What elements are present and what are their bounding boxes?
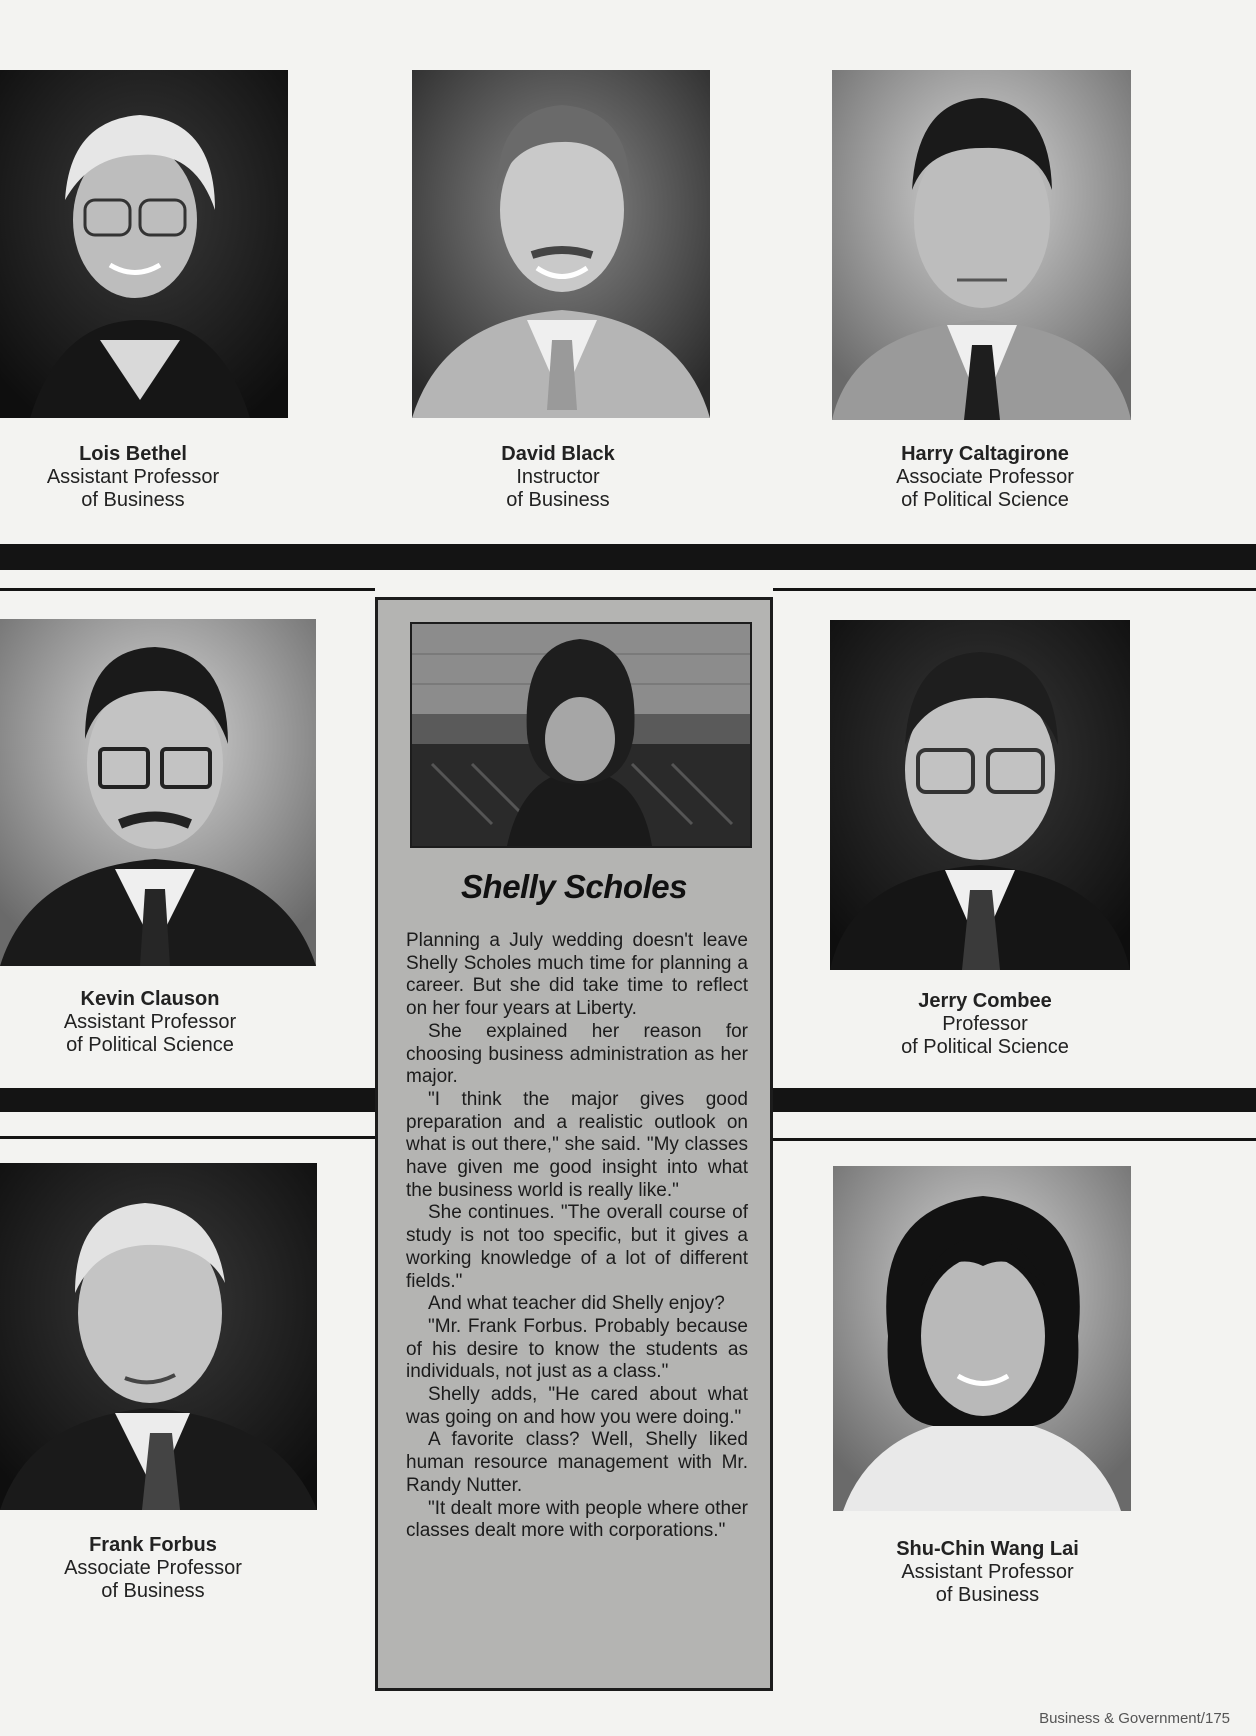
faculty-name: David Black (501, 443, 615, 465)
sidebar-title: Shelly Scholes (461, 868, 687, 905)
article-paragraph: And what teacher did Shelly enjoy? (428, 1293, 725, 1315)
faculty-dept: of Business (81, 489, 185, 511)
faculty-title: Assistant Professor (901, 1561, 1074, 1583)
faculty-name: Harry Caltagirone (901, 443, 1069, 465)
divider-rule (0, 1136, 375, 1139)
caption-david-black (443, 443, 673, 512)
faculty-name: Shu-Chin Wang Lai (896, 1538, 1079, 1560)
faculty-dept: of Political Science (901, 1036, 1069, 1058)
faculty-dept: of Business (101, 1580, 205, 1602)
photo-lois-bethel (0, 70, 288, 418)
page-folio: Business & Government/175 (1039, 1710, 1230, 1727)
student-feature-sidebar (375, 597, 773, 1691)
article-paragraph: She explained her reason for choosing business administration as her major. (406, 1020, 748, 1088)
article-paragraph: "Mr. Frank Forbus. Probably because of his desire to know the students as individuals, not just as a class." (406, 1315, 748, 1383)
faculty-dept: of Political Science (66, 1034, 234, 1056)
article-paragraph: A favorite class? Well, Shelly liked human resource management with Mr. Randy Nutter. (406, 1429, 748, 1496)
caption-shu-chin-wang-lai (860, 1538, 1115, 1607)
divider-rule (773, 1138, 1256, 1141)
faculty-title: Professor (942, 1013, 1028, 1035)
caption-jerry-combee (860, 990, 1110, 1059)
faculty-dept: of Political Science (901, 489, 1069, 511)
faculty-dept: of Business (506, 489, 610, 511)
article-paragraph: "I think the major gives good preparation and a realistic outlook on what is out there," she said. "My classes have given me good insight into what the business world is really like." (406, 1088, 748, 1201)
article-paragraph: "It dealt more with people where other classes dealt more with corporations." (406, 1497, 748, 1542)
photo-kevin-clauson (0, 619, 316, 966)
divider-rule (0, 1088, 375, 1112)
article-paragraph: Planning a July wedding doesn't leave Shelly Scholes much time for planning a career. But she did take time to reflect on her four years at Liberty. (406, 930, 748, 1020)
photo-frank-forbus (0, 1163, 317, 1510)
divider-rule (0, 588, 375, 591)
photo-harry-caltagirone (832, 70, 1131, 420)
faculty-name: Kevin Clauson (80, 988, 220, 1010)
photo-shelly-scholes (410, 622, 752, 848)
photo-shu-chin-wang-lai (833, 1166, 1131, 1511)
caption-frank-forbus (38, 1534, 268, 1603)
sidebar-article (406, 930, 748, 1543)
faculty-name: Lois Bethel (79, 443, 187, 465)
faculty-title: Associate Professor (896, 466, 1074, 488)
faculty-name: Jerry Combee (918, 990, 1052, 1012)
photo-jerry-combee (830, 620, 1130, 970)
caption-kevin-clauson (35, 988, 265, 1057)
faculty-title: Assistant Professor (63, 1011, 237, 1033)
faculty-title: Instructor (516, 466, 600, 488)
caption-lois-bethel (18, 443, 248, 512)
article-paragraph: She continues. "The overall course of study is not too specific, but it gives a working knowledge of a lot of different fields." (406, 1202, 748, 1292)
caption-harry-caltagirone (860, 443, 1110, 512)
divider-rule (0, 544, 1256, 570)
photo-david-black (412, 70, 710, 418)
divider-rule (773, 1088, 1256, 1112)
article-paragraph: Shelly adds, "He cared about what was going on and how you were doing." (406, 1384, 748, 1428)
divider-rule (773, 588, 1256, 591)
faculty-dept: of Business (935, 1584, 1040, 1606)
faculty-title: Assistant Professor (46, 466, 220, 488)
faculty-title: Associate Professor (64, 1557, 242, 1579)
faculty-name: Frank Forbus (89, 1534, 217, 1556)
